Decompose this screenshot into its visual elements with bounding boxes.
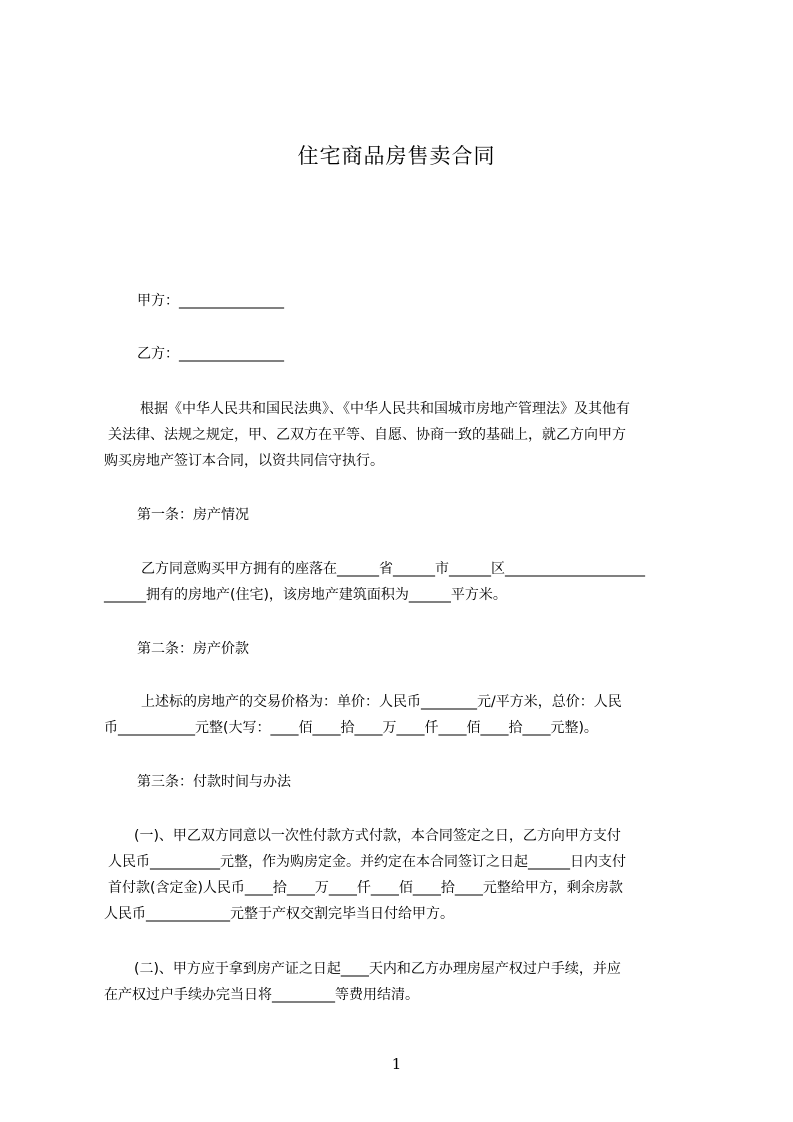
article1-line-2: ______拥有的房地产(住宅)，该房地产建筑面积为______平方米。 bbox=[104, 587, 507, 603]
article3-clause1-line-4: 人民币____________元整于产权交割完毕当日付给甲方。 bbox=[104, 906, 454, 922]
party-b-line: 乙方：_______________ bbox=[137, 346, 284, 362]
preamble-line-2: 关法律、法规之规定，甲、乙双方在平等、自愿、协商一致的基础上，就乙方向甲方 bbox=[108, 427, 626, 443]
article2-line-1: 上述标的房地产的交易价格为：单价：人民币________元/平方米，总价：人民 bbox=[141, 694, 622, 710]
article3-clause1-line-3: 首付款(含定金)人民币____拾____万____仟____佰____拾____元整给甲方，剩余房款 bbox=[108, 880, 623, 896]
article3-clause1-line-1: (一)、甲乙双方同意以一次性付款方式付款，本合同签定之日，乙方向甲方支付 bbox=[134, 828, 621, 844]
party-a-line: 甲方：_______________ bbox=[137, 293, 284, 309]
article3-clause1-line-2: 人民币__________元整，作为购房定金。并约定在本合同签订之日起______日内支付 bbox=[108, 854, 626, 870]
article2-heading: 第二条：房产价款 bbox=[137, 641, 249, 657]
article3-heading: 第三条：付款时间与办法 bbox=[137, 774, 291, 790]
preamble-line-1: 根据《中华人民共和国民法典》、《中华人民共和国城市房地产管理法》及其他有 bbox=[140, 401, 630, 417]
article1-heading: 第一条：房产情况 bbox=[137, 507, 249, 523]
article3-clause2-line-2: 在产权过户手续办完当日将_________等费用结清。 bbox=[104, 987, 419, 1003]
page-number: 1 bbox=[391, 1055, 402, 1073]
article1-line-1: 乙方同意购买甲方拥有的座落在______省______市______区____________________ bbox=[141, 561, 645, 577]
article3-clause2-line-1: (二)、甲方应于拿到房产证之日起____天内和乙方办理房屋产权过户手续，并应 bbox=[134, 961, 621, 977]
article2-line-2: 币___________元整(大写：____佰____拾____万____仟____佰____拾____元整)。 bbox=[104, 720, 598, 736]
document-title: 住宅商品房售卖合同 bbox=[297, 144, 496, 168]
preamble-line-3: 购买房地产签订本合同，以资共同信守执行。 bbox=[104, 453, 384, 469]
